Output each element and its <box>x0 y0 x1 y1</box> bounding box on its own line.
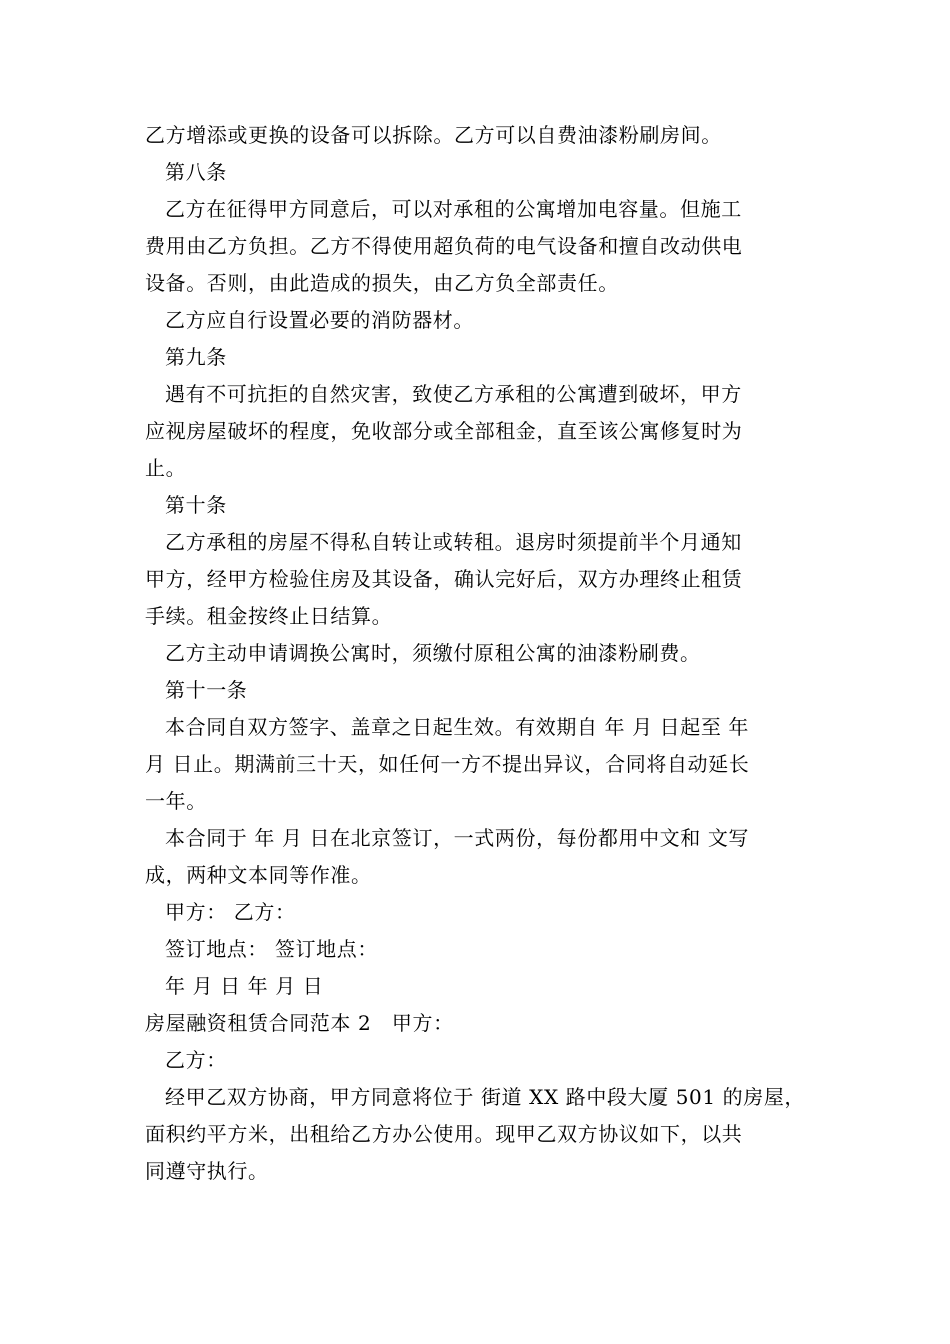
article-heading-9: 第九条 <box>165 345 227 369</box>
paragraph-line-20: 本合同于 年 月 日在北京签订，一式两份，每份都用中文和 文写 <box>165 826 750 850</box>
paragraph-line-14: 手续。租金按终止日结算。 <box>145 604 393 628</box>
signature-date-line: 年 月 日 年 月 日 <box>165 974 324 998</box>
paragraph-line-29: 同遵守执行。 <box>145 1159 269 1183</box>
paragraph-line-27: 经甲乙双方协商，甲方同意将位于 街道 XX 路中段大厦 501 的房屋， <box>165 1085 806 1109</box>
paragraph-line-19: 一年。 <box>145 789 207 813</box>
paragraph-line-8: 遇有不可抗拒的自然灾害，致使乙方承租的公寓遭到破坏，甲方 <box>165 382 742 406</box>
paragraph-line-6: 乙方应自行设置必要的消防器材。 <box>165 308 474 332</box>
paragraph-line-3: 乙方在征得甲方同意后，可以对承租的公寓增加电容量。但施工 <box>165 197 742 221</box>
paragraph-line-28: 面积约平方米，出租给乙方办公使用。现甲乙双方协议如下，以共 <box>145 1122 743 1146</box>
contract-template-title: 房屋融资租赁合同范本 2 甲方： <box>145 1011 454 1035</box>
signature-parties-line: 甲方： 乙方： <box>165 900 296 924</box>
party-b-line: 乙方： <box>165 1048 227 1072</box>
paragraph-line-4: 费用由乙方负担。乙方不得使用超负荷的电气设备和擅自改动供电 <box>145 234 743 258</box>
signature-place-line: 签订地点： 签订地点： <box>165 937 378 961</box>
paragraph-line-12: 乙方承租的房屋不得私自转让或转租。退房时须提前半个月通知 <box>165 530 742 554</box>
paragraph-line-13: 甲方，经甲方检验住房及其设备，确认完好后，双方办理终止租赁 <box>145 567 743 591</box>
article-heading-10: 第十条 <box>165 493 227 517</box>
paragraph-line-1: 乙方增添或更换的设备可以拆除。乙方可以自费油漆粉刷房间。 <box>145 123 722 147</box>
paragraph-line-10: 止。 <box>145 456 187 480</box>
document-body <box>145 117 815 1190</box>
paragraph-line-18: 月 日止。期满前三十天，如任何一方不提出异议，合同将自动延长 <box>145 752 750 776</box>
article-heading-11: 第十一条 <box>165 678 248 702</box>
article-heading-8: 第八条 <box>165 160 227 184</box>
paragraph-line-21: 成，两种文本同等作准。 <box>145 863 372 887</box>
paragraph-line-17: 本合同自双方签字、盖章之日起生效。有效期自 年 月 日起至 年 <box>165 715 750 739</box>
paragraph-line-9: 应视房屋破坏的程度，免收部分或全部租金，直至该公寓修复时为 <box>145 419 743 443</box>
paragraph-line-5: 设备。否则，由此造成的损失，由乙方负全部责任。 <box>145 271 619 295</box>
paragraph-line-15: 乙方主动申请调换公寓时，须缴付原租公寓的油漆粉刷费。 <box>165 641 701 665</box>
